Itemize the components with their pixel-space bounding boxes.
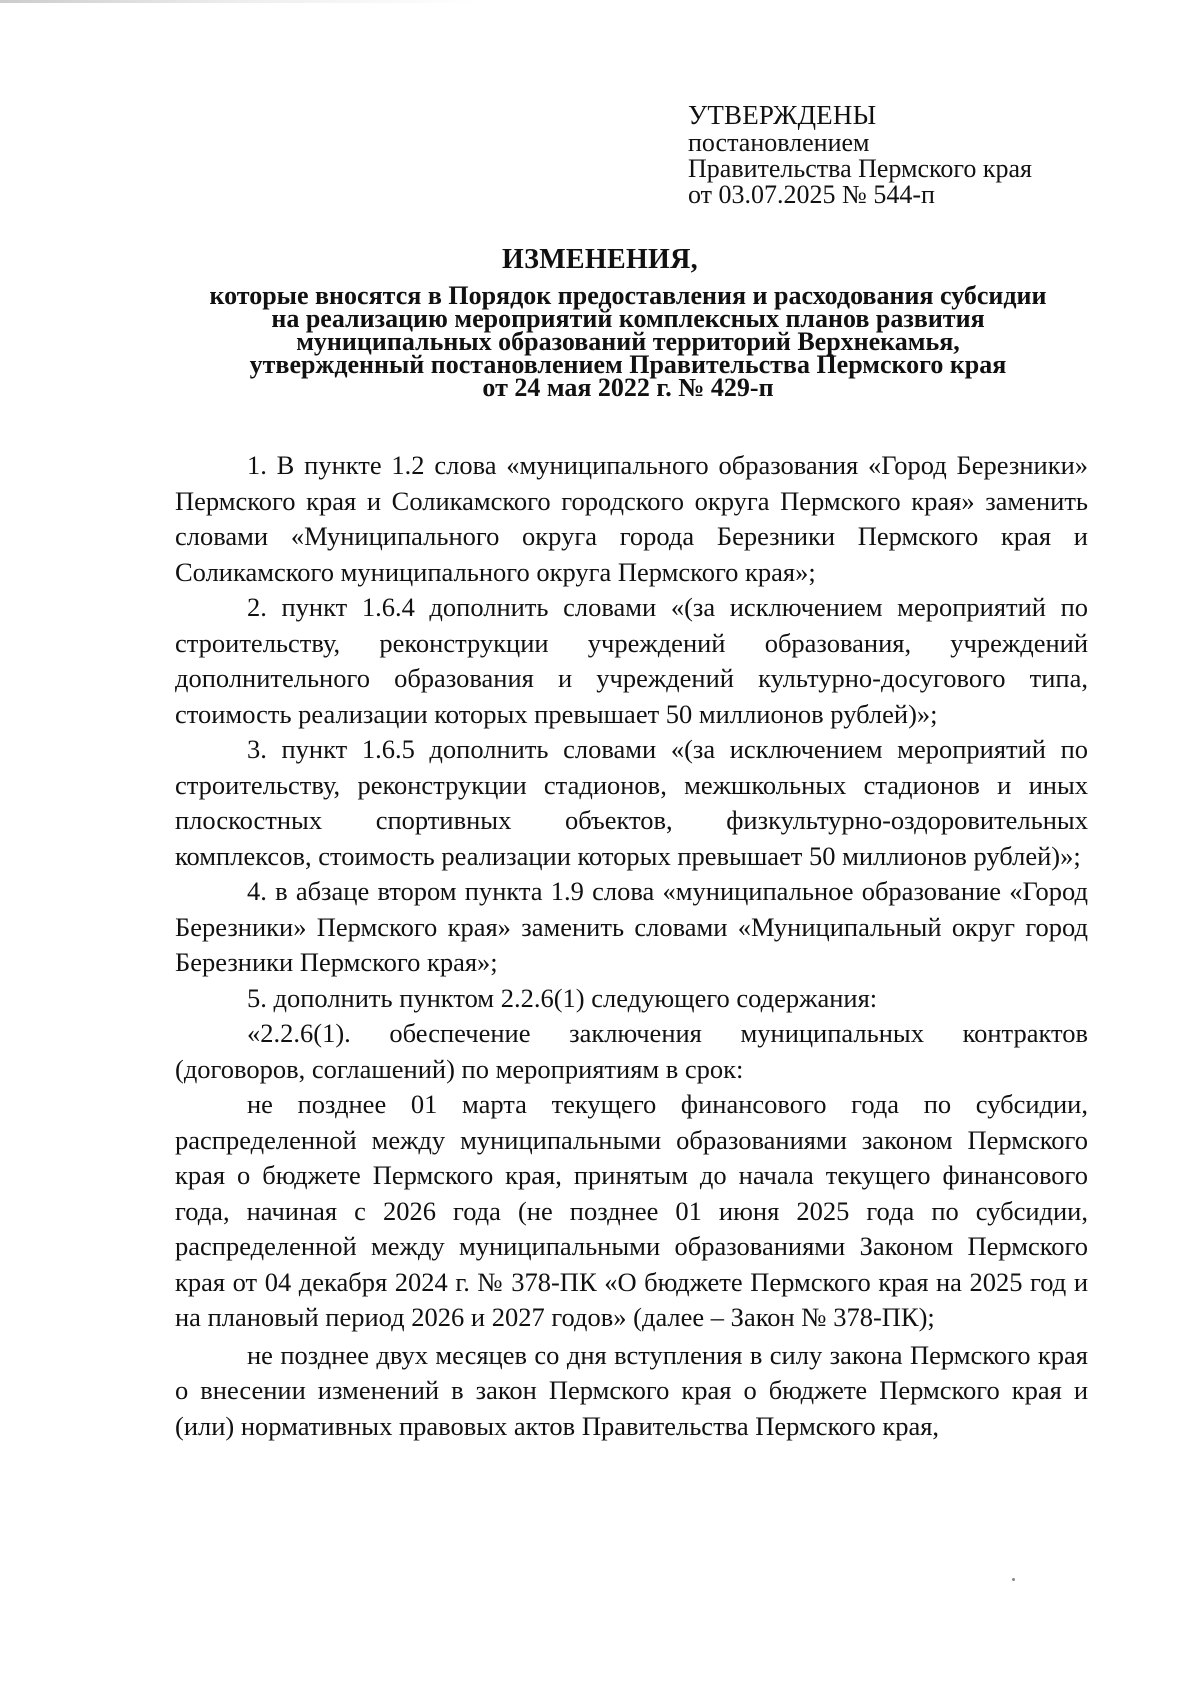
subtitle-line: утвержденный постановлением Правительства Пермского края [249, 350, 1007, 379]
subtitle-line: которые вносятся в Порядок предоставления и расходования субсидии [209, 281, 1047, 310]
approval-line: Правительства Пермского края [688, 154, 1032, 183]
paragraph-item-4: 4. в абзаце втором пункта 1.9 слова «муниципальное образование «Город Березники» Пермского края» заменить словами «Муниципальный округ город Березники Пермского края»; [175, 876, 1088, 977]
subtitle-line: от 24 мая 2022 г. № 429-п [482, 373, 774, 402]
paragraph-deadline-1: не позднее 01 марта текущего финансового года по субсидии, распределенной между муниципальными образованиями законом Пермского края о бюджете Пермского края, принятым до начала текущего финансового года, начиная с 2026 года (не позднее 01 июня 2025 года по субсидии, распределенной между муниципальными образованиями Законом Пермского края от 04 декабря 2024 г. № 378-ПК «О бюджете Пермского края на 2025 год и на плановый период 2026 и 2027 годов» (далее – Закон № 378-ПК); [175, 1089, 1088, 1332]
approval-stamp-block [688, 100, 1148, 208]
scan-speck [1012, 1578, 1015, 1581]
approval-line: постановлением [688, 128, 870, 157]
approval-date-line: от 03.07.2025 № 544-п [688, 180, 935, 209]
paragraph-item-1: 1. В пункте 1.2 слова «муниципального образования «Город Березники» Пермского края и Соликамского городского округа Пермского края» заменить словами «Муниципального округа города Березники Пермского края и Соликамского муниципального округа Пермского края»; [175, 450, 1088, 587]
paragraph-item-5: 5. дополнить пунктом 2.2.6(1) следующего содержания: [247, 982, 878, 1013]
paragraph-item-3: 3. пункт 1.6.5 дополнить словами «(за исключением мероприятий по строительству, реконструкции стадионов, межшкольных стадионов и иных плоскостных спортивных объектов, физкультурно-оздоровительных комплексов, стоимость реализации которых превышает 50 миллионов рублей)»; [175, 734, 1088, 871]
document-subtitle [170, 281, 1086, 402]
paragraph-deadline-2: не позднее двух месяцев со дня вступления в силу закона Пермского края о внесении изменений в закон Пермского края о бюджете Пермского края и (или) нормативных правовых актов Правительства Пермского края, [175, 1339, 1088, 1441]
subtitle-line: муниципальных образований территорий Верхнекамья, [296, 327, 960, 356]
document-body [175, 448, 1088, 1444]
scan-edge [0, 0, 1200, 3]
approval-title: УТВЕРЖДЕНЫ [688, 100, 877, 130]
paragraph-clause-2-2-6-1: «2.2.6(1). обеспечение заключения муниципальных контрактов (договоров, соглашений) по мероприятиям в срок: [175, 1018, 1088, 1084]
paragraph-item-2: 2. пункт 1.6.4 дополнить словами «(за исключением мероприятий по строительству, реконструкции учреждений образования, учреждений дополнительного образования и учреждений культурно-досугового типа, стоимость реализации которых превышает 50 миллионов рублей)»; [175, 592, 1088, 729]
subtitle-line: на реализацию мероприятий комплексных планов развития [271, 304, 985, 333]
document-title: ИЗМЕНЕНИЯ, [502, 244, 698, 275]
